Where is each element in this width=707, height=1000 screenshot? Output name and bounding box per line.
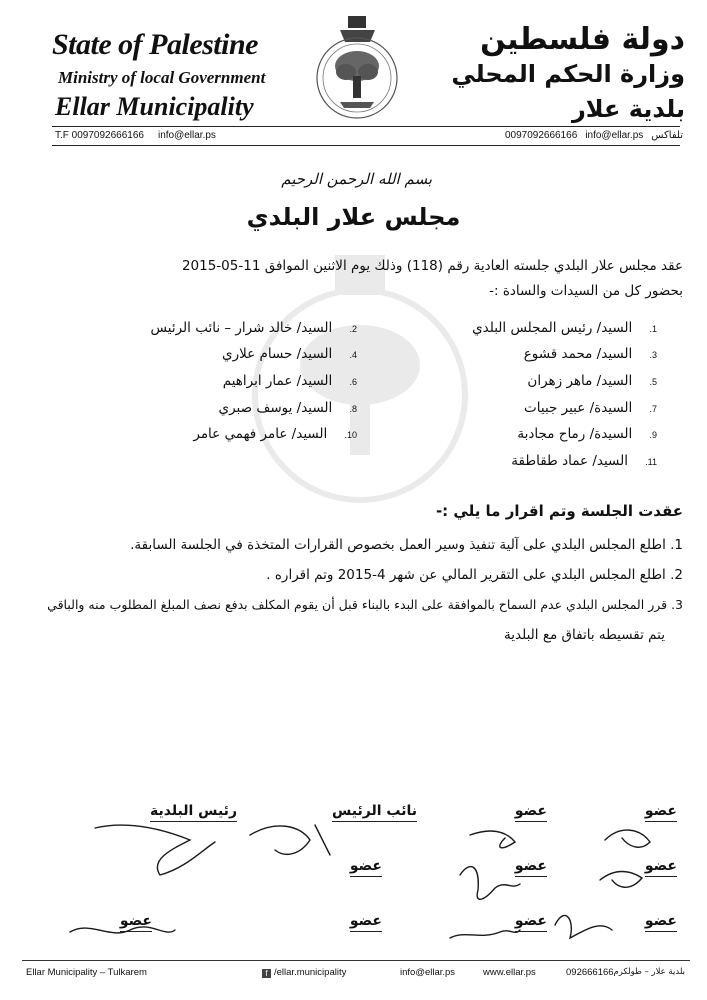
attendee-number: 7. xyxy=(649,404,657,414)
footer-email[interactable]: info@ellar.ps xyxy=(400,967,456,978)
attendee-number: 3. xyxy=(649,350,657,360)
footer-website[interactable]: www.ellar.ps xyxy=(483,967,536,978)
attendee-number: 2. xyxy=(349,324,357,334)
header-telefax-label: تلفاكس xyxy=(651,130,683,141)
signature-label-member: عضو xyxy=(645,913,677,932)
attendee-number: 5. xyxy=(649,377,657,387)
attendee-8 xyxy=(219,400,357,416)
attendee-name: السيد/ رئيس المجلس البلدي xyxy=(472,320,633,336)
footer-phone: 092666166 xyxy=(566,967,614,978)
arabic-ministry-name: وزارة الحكم المحلي xyxy=(451,60,685,88)
resolutions-heading: عقدت الجلسة وتم اقرار ما يلي :- xyxy=(435,502,683,520)
header-contact-right xyxy=(497,130,683,141)
resolution-item-2: 2. اطلع المجلس البلدي على التقرير المالي عن شهر 4-2015 وتم اقراره . xyxy=(266,567,683,583)
signature-label-head: رئيس البلدية xyxy=(150,803,237,822)
arabic-municipality-name: بلدية علار xyxy=(571,95,685,123)
header-divider-top xyxy=(52,126,680,127)
footer-facebook[interactable] xyxy=(262,967,346,978)
attendee-name: السيد/ محمد قشوع xyxy=(523,346,633,362)
attendee-name: السيدة/ عبير جبيات xyxy=(524,400,633,416)
attendee-name: السيد/ خالد شرار – نائب الرئيس xyxy=(150,320,333,336)
header-email-right: info@ellar.ps xyxy=(585,130,644,141)
footer-arabic-location: بلدية علار – طولكرم xyxy=(613,967,685,977)
attendee-2 xyxy=(151,320,357,336)
footer-divider xyxy=(22,960,690,961)
header-phone-right: 0097092666166 xyxy=(505,130,578,141)
session-intro: عقد مجلس علار البلدي جلسته العادية رقم (118) وذلك يوم الاثنين الموافق 11-05-2015 xyxy=(181,258,683,274)
footer-municipality: Ellar Municipality – Tulkarem xyxy=(26,967,147,978)
document-heading: مجلس علار البلدي xyxy=(246,203,461,231)
attendee-number: 10. xyxy=(344,430,357,440)
header-telefax: T.F 0097092666166 xyxy=(55,130,144,141)
signature-label-member: عضو xyxy=(645,858,677,877)
signature-label-deputy: نائب الرئيس xyxy=(332,803,417,822)
attendee-number: 1. xyxy=(649,324,657,334)
attendee-name: السيد/ عمار ابراهيم xyxy=(222,373,333,389)
attendee-name: السيد/ يوسف صبري xyxy=(218,400,333,416)
attendee-name: السيد/ عامر فهمي عامر xyxy=(193,426,328,442)
resolution-item-3: 3. قرر المجلس البلدي عدم السماح بالموافقة على البدء بالبناء قبل أن يقوم المكلف بدفع نصف المبلغ المطلوب منه والباقي xyxy=(47,597,683,612)
footer-facebook-handle[interactable]: /ellar.municipality xyxy=(274,967,347,978)
attendee-6 xyxy=(223,373,357,389)
attendee-number: 8. xyxy=(349,404,357,414)
attendee-7 xyxy=(524,400,657,416)
resolution-item-3-continued: يتم تقسيطه باتفاق مع البلدية xyxy=(504,627,665,643)
attendee-5 xyxy=(527,373,657,389)
attendee-3 xyxy=(524,346,657,362)
attendee-4 xyxy=(222,346,357,362)
signature-label-member: عضو xyxy=(350,913,382,932)
municipality-emblem-icon xyxy=(310,14,405,129)
header-divider-bottom xyxy=(52,145,680,146)
signature-label-member: عضو xyxy=(120,913,152,932)
signature-label-member: عضو xyxy=(515,803,547,822)
arabic-state-title: دولة فلسطين xyxy=(480,22,685,57)
resolution-item-1: 1. اطلع المجلس البلدي على آلية تنفيذ وسير العمل بخصوص القرارات المتخذة في الجلسة السابقة. xyxy=(130,537,683,553)
signature-label-member: عضو xyxy=(515,858,547,877)
attendee-name: السيد/ ماهر زهران xyxy=(527,373,633,389)
facebook-icon: f xyxy=(262,969,271,978)
attendee-name: السيد/ حسام علاري xyxy=(222,346,333,362)
attendee-number: 6. xyxy=(349,377,357,387)
attendee-10 xyxy=(193,426,357,442)
basmala: بسم الله الرحمن الرحيم xyxy=(281,170,432,188)
attendee-number: 9. xyxy=(649,430,657,440)
attendee-1 xyxy=(472,320,657,336)
english-state-title: State of Palestine xyxy=(52,28,258,61)
attendee-name: السيدة/ رماح مجادبة xyxy=(517,426,633,442)
attendee-name: السيد/ عماد طقاطقة xyxy=(511,453,628,469)
attendee-number: 11. xyxy=(645,457,657,467)
header-email-left: info@ellar.ps xyxy=(157,130,216,141)
signature-label-member: عضو xyxy=(515,913,547,932)
english-municipality-name: Ellar Municipality xyxy=(55,92,254,121)
signature-label-member: عضو xyxy=(645,803,677,822)
attendee-11 xyxy=(511,453,657,469)
handwritten-signatures xyxy=(0,780,707,960)
attendee-number: 4. xyxy=(349,350,357,360)
signature-label-member: عضو xyxy=(350,858,382,877)
attendee-9 xyxy=(517,426,657,442)
attendance-intro: بحضور كل من السيدات والسادة :- xyxy=(489,283,683,299)
english-ministry-name: Ministry of local Government xyxy=(58,68,266,87)
header-contact-left xyxy=(55,130,230,141)
